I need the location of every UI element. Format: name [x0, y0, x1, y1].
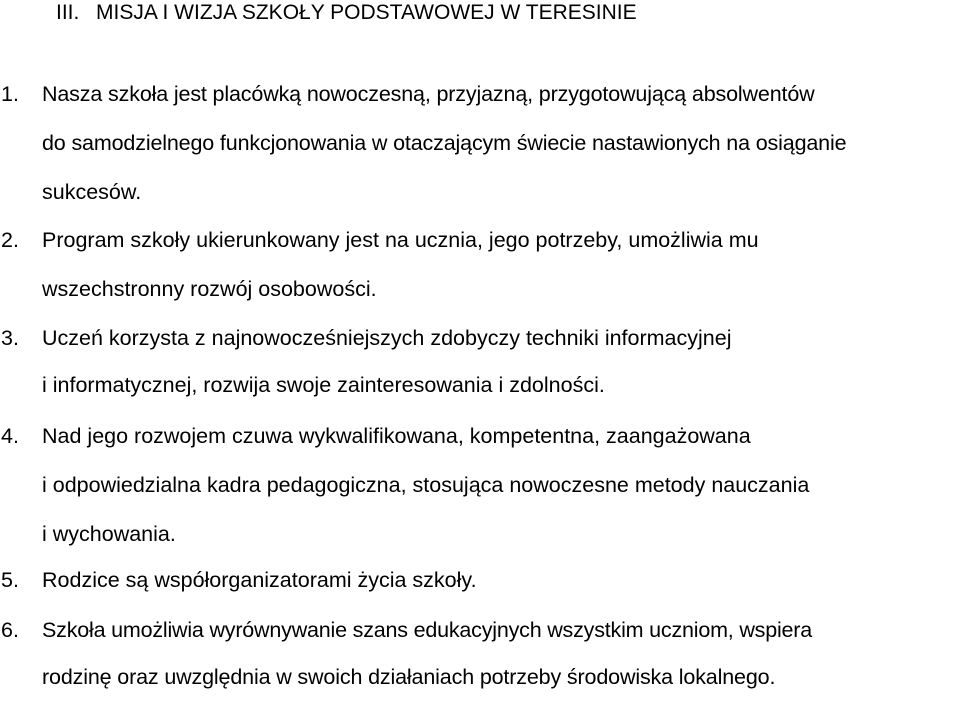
item-text-line: Nasza szkoła jest placówką nowoczesną, przyjazną, przygotowującą absolwentów: [42, 82, 815, 106]
item-number: 6.: [1, 618, 19, 642]
list-item-continuation: [42, 361, 605, 410]
item-text-line: do samodzielnego funkcjonowania w otaczającym świecie nastawionych na osiąganie: [42, 131, 847, 155]
list-item: [1, 314, 731, 363]
item-text-line: Uczeń korzysta z najnowocześniejszych zdobyczy techniki informacyjnej: [42, 326, 732, 350]
list-item: [1, 216, 759, 265]
item-number: 4.: [1, 424, 19, 448]
item-number: 5.: [1, 568, 19, 592]
item-text-line: wszechstronny rozwój osobowości.: [42, 277, 377, 301]
item-number: 3.: [1, 326, 19, 350]
item-text-line: Program szkoły ukierunkowany jest na ucznia, jego potrzeby, umożliwia mu: [42, 228, 759, 252]
item-text-line: Nad jego rozwojem czuwa wykwalifikowana, kompetentna, zaangażowana: [42, 424, 751, 448]
item-text-line: Szkoła umożliwia wyrównywanie szans edukacyjnych wszystkim uczniom, wspiera: [42, 618, 813, 642]
section-heading: [56, 0, 637, 26]
section-number: III.: [56, 1, 80, 24]
list-item: [1, 412, 751, 461]
item-text-line: rodzinę oraz uwzględnia w swoich działaniach potrzeby środowiska lokalnego.: [42, 665, 776, 689]
item-number: 2.: [1, 228, 19, 252]
list-item-continuation: [42, 461, 809, 559]
item-text-line: i informatycznej, rozwija swoje zainteresowania i zdolności.: [42, 373, 605, 397]
item-number: 1.: [1, 82, 19, 106]
list-item-continuation: [42, 653, 775, 702]
item-text-line: Rodzice są współorganizatorami życia szkoły.: [42, 568, 477, 592]
section-title: MISJA I WIZJA SZKOŁY PODSTAWOWEJ W TERESINIE: [96, 1, 637, 24]
list-item: [1, 556, 477, 605]
list-item-continuation: [42, 119, 846, 217]
item-text-line: sukcesów.: [42, 180, 142, 204]
list-item: [1, 606, 812, 655]
list-item: [1, 70, 815, 119]
item-text-line: i odpowiedzialna kadra pedagogiczna, stosująca nowoczesne metody nauczania: [42, 473, 810, 497]
list-item-continuation: [42, 265, 377, 314]
item-text-line: i wychowania.: [42, 522, 176, 546]
